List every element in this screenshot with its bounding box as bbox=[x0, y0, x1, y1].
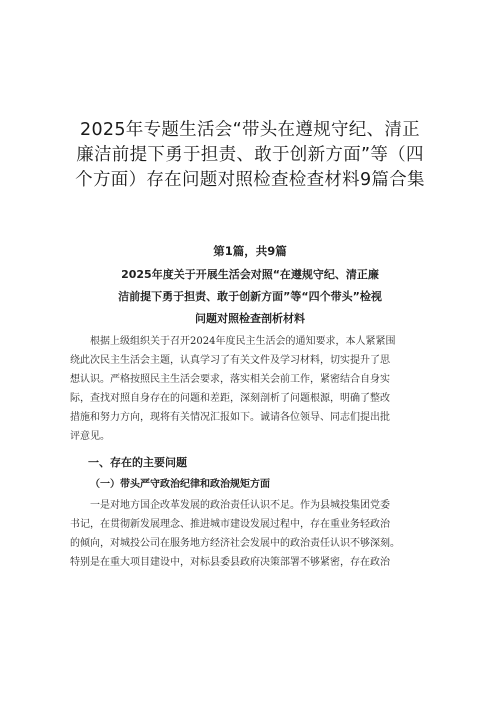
paragraph-line: 评意见。 bbox=[70, 431, 110, 442]
paragraph-line: 措施和努力方向，现将有关情况汇报如下。诚请各位领导、同志们提出批 bbox=[70, 412, 390, 423]
part-heading: 第1篇，共9篇 bbox=[213, 244, 287, 258]
paragraph-line: 绕此次民主生活会主题，认真学习了有关文件及学习材料，切实提升了思 bbox=[70, 355, 390, 366]
document-title bbox=[70, 0, 430, 193]
paragraph-line: 的倾向，对城投公司在服务地方经济社会发展中的政治责任认识不够深刻。 bbox=[70, 538, 400, 549]
paragraph-line: 想认识。严格按照民主生活会要求，落实相关会前工作，紧密结合自身实 bbox=[70, 374, 390, 385]
subsection-heading: （一）带头严守政治纪律和政治规矩方面 bbox=[90, 479, 270, 490]
subtitle-line: 洁前提下勇于担责、敢于创新方面”等“四个带头”检视 bbox=[118, 290, 382, 303]
paragraph-line: 书记，在贯彻新发展理念、推进城市建设发展过程中，存在重业务轻政治 bbox=[70, 519, 390, 530]
document-subtitle bbox=[70, 264, 430, 330]
body-paragraph bbox=[70, 496, 430, 572]
title-line: 廉洁前提下勇于担责、敢于创新方面”等（四 bbox=[76, 145, 424, 165]
paragraph-line: 根据上级组织关于召开2024年度民主生活会的通知要求，本人紧紧围 bbox=[90, 336, 396, 347]
intro-paragraph bbox=[70, 332, 430, 446]
title-line: 2025年专题生活会“带头在遵规守纪、清正 bbox=[80, 120, 420, 140]
paragraph-line: 一是对地方国企改革发展的政治责任认识不足。作为县城投集团党委 bbox=[90, 500, 390, 511]
subtitle-line: 问题对照检查剖析材料 bbox=[195, 312, 305, 325]
paragraph-line: 际，查找对照自身存在的问题和差距，深刻剖析了问题根源，明确了整改 bbox=[70, 393, 390, 404]
paragraph-line: 特别是在重大项目建设中，对标县委县政府决策部署不够紧密，存在政治 bbox=[70, 557, 390, 568]
title-line: 个方面）存在问题对照检查检查材料9篇合集 bbox=[75, 170, 425, 190]
subtitle-line: 2025年度关于开展生活会对照“在遵规守纪、清正廉 bbox=[121, 268, 379, 281]
section-heading: 一、存在的主要问题 bbox=[88, 456, 187, 469]
